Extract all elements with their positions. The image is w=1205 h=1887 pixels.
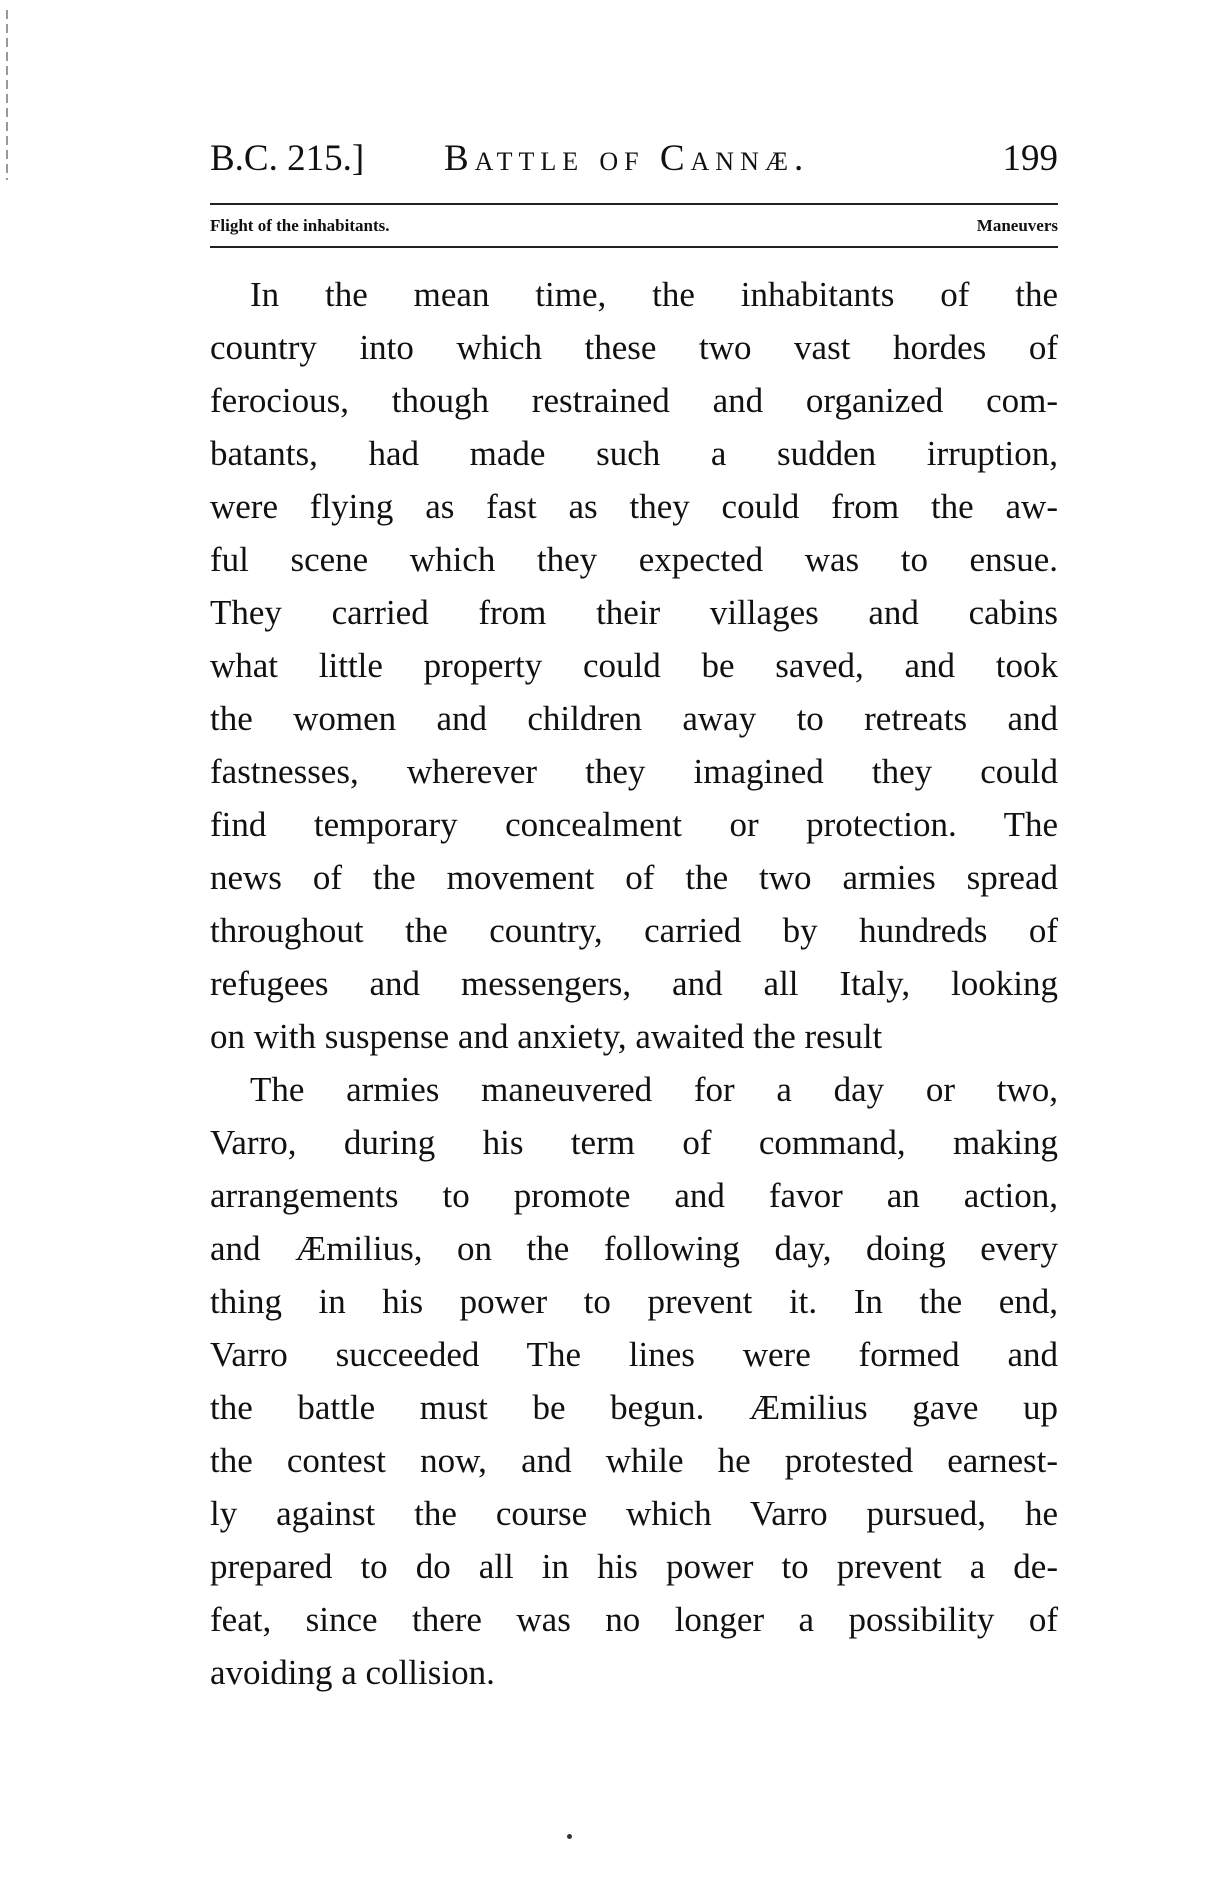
header-rule-top xyxy=(210,203,1058,205)
text-line: thing in his power to prevent it. In the end, xyxy=(210,1282,1058,1321)
text-line: on with suspense and anxiety, awaited the result xyxy=(210,1017,883,1056)
text-line: feat, since there was no longer a possibility of xyxy=(210,1600,1058,1639)
body-text xyxy=(210,268,1058,1699)
text-line: batants, had made such a sudden irruption, xyxy=(210,434,1058,473)
text-line: arrangements to promote and favor an action, xyxy=(210,1176,1058,1215)
text-line: Varro succeeded The lines were formed and xyxy=(210,1335,1058,1374)
text-line: the women and children away to retreats and xyxy=(210,699,1058,738)
text-line: Varro, during his term of command, making xyxy=(210,1123,1058,1162)
text-line: ful scene which they expected was to ensue. xyxy=(210,540,1058,579)
side-heading-right: Maneuvers xyxy=(976,216,1058,235)
text-line: ferocious, though restrained and organized com- xyxy=(210,381,1058,420)
text-line: fastnesses, wherever they imagined they could xyxy=(210,752,1058,791)
text-line: were flying as fast as they could from the aw- xyxy=(210,487,1058,526)
header-rule-bottom xyxy=(210,246,1058,248)
text-line: ly against the course which Varro pursued, he xyxy=(210,1494,1058,1533)
text-line: In the mean time, the inhabitants of the xyxy=(250,275,1058,314)
text-line: what little property could be saved, and took xyxy=(210,646,1058,685)
text-line: The armies maneuvered for a day or two, xyxy=(250,1070,1058,1109)
running-head-date: B.C. 215.] xyxy=(210,138,365,179)
text-line: find temporary concealment or protection. The xyxy=(210,805,1058,844)
side-heading-left: Flight of the inhabitants. xyxy=(210,216,390,235)
text-line: refugees and messengers, and all Italy, looking xyxy=(210,964,1058,1003)
bottom-ink-dot xyxy=(567,1834,572,1839)
text-line: They carried from their villages and cabins xyxy=(210,593,1058,632)
page-number: 199 xyxy=(1002,138,1058,179)
running-head-title: Battle of Cannæ. xyxy=(444,138,810,179)
text-line: country into which these two vast hordes of xyxy=(210,328,1058,367)
text-line: avoiding a collision. xyxy=(210,1653,495,1692)
text-line: and Æmilius, on the following day, doing every xyxy=(210,1229,1058,1268)
gutter-scan-mark xyxy=(6,10,8,180)
text-line: prepared to do all in his power to prevent a de- xyxy=(210,1547,1058,1586)
running-head xyxy=(210,134,1058,184)
text-line: the battle must be begun. Æmilius gave up xyxy=(210,1388,1058,1427)
text-line: the contest now, and while he protested earnest- xyxy=(210,1441,1058,1480)
side-headings xyxy=(210,212,1058,240)
text-line: news of the movement of the two armies spread xyxy=(210,858,1058,897)
text-line: throughout the country, carried by hundreds of xyxy=(210,911,1058,950)
